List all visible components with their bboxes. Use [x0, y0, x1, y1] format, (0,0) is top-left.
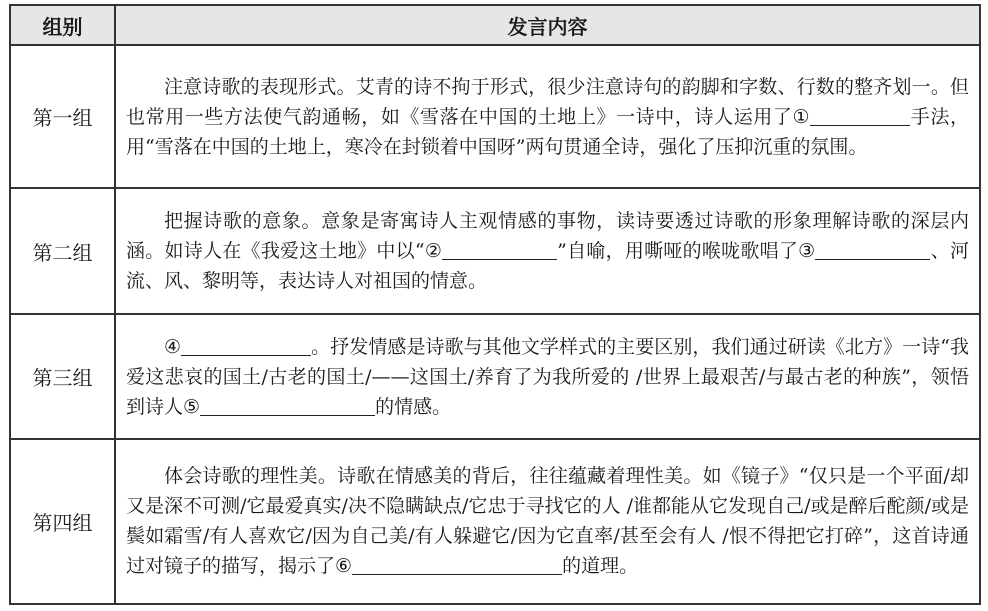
discussion-table-container [9, 4, 981, 605]
group-cell: 第一组 [10, 45, 115, 188]
content-text [126, 332, 969, 422]
answer-blank[interactable] [815, 239, 930, 260]
answer-blank[interactable] [200, 395, 375, 416]
text: 的情感。 [375, 395, 452, 418]
blank-number: ⑥ [335, 555, 353, 578]
text: ”自喻，用嘶哑的喉咙歌唱了 [557, 240, 799, 263]
blank-number: ③ [798, 240, 816, 263]
group-cell: 第二组 [10, 188, 115, 314]
table-header-row [10, 5, 980, 45]
content-cell [115, 45, 980, 188]
content-cell [115, 439, 980, 604]
group-cell: 第四组 [10, 439, 115, 604]
text: 体会诗歌的理性美。诗歌在情感美的背后，往往蕴藏着理性美。如《镜子》“仅只是一个平面/却又是深不可测/它最爱真实/决不隐瞒缺点/它忠于寻找它的人 /谁都能从它发现自己/或是醉后酡颜/或是鬓如霜雪/有人喜欢它/因为自己美/有人躲避它/因为它直率/甚至会有人 /恨不得把它打碎”，这首诗通过对镜子的描写，揭示了 [126, 465, 969, 578]
content-text [126, 72, 969, 162]
content-cell [115, 314, 980, 439]
text: 、河流、风、黎明等，表达诗人对祖国的情意。 [126, 240, 969, 293]
blank-number: ⑤ [183, 395, 201, 418]
content-cell [115, 188, 980, 314]
text: 注意诗歌的表现形式。艾青的诗不拘于形式，很少注意诗句的韵脚和字数、行数的整齐划一。但也常用一些方法使气韵通畅，如《雪落在中国的土地上》一诗中，诗人运用了 [126, 75, 969, 128]
text: 把握诗歌的意象。意象是寄寓诗人主观情感的事物，读诗要透过诗歌的形象理解诗歌的深层内涵。如诗人在《我爱这土地》中以“ [126, 210, 969, 263]
content-text [126, 461, 969, 581]
answer-blank[interactable] [352, 554, 562, 575]
blank-number: ④ [164, 335, 182, 358]
table-row [10, 45, 980, 188]
table-row [10, 188, 980, 314]
table-row [10, 314, 980, 439]
blank-number: ① [792, 105, 811, 128]
content-text [126, 206, 969, 296]
table-row [10, 439, 980, 604]
text: 手法，用“雪落在中国的土地上，寒冷在封锁着中国呀”两句贯通全诗，强化了压抑沉重的氛围。 [126, 105, 969, 158]
blank-number: ② [424, 240, 443, 263]
header-content: 发言内容 [115, 5, 980, 45]
answer-blank[interactable] [181, 335, 311, 356]
answer-blank[interactable] [442, 239, 557, 260]
text: 。抒发情感是诗歌与其他文学样式的主要区别，我们通过研读《北方》一诗“我爱这悲哀的国土/古老的国土/——这国土/养育了为我所爱的 /世界上最艰苦/与最古老的种族”，领悟到诗人 [126, 335, 969, 418]
group-cell: 第三组 [10, 314, 115, 439]
discussion-table [9, 4, 981, 605]
answer-blank[interactable] [810, 105, 910, 126]
text: 的道理。 [562, 555, 639, 578]
header-group: 组别 [10, 5, 115, 45]
